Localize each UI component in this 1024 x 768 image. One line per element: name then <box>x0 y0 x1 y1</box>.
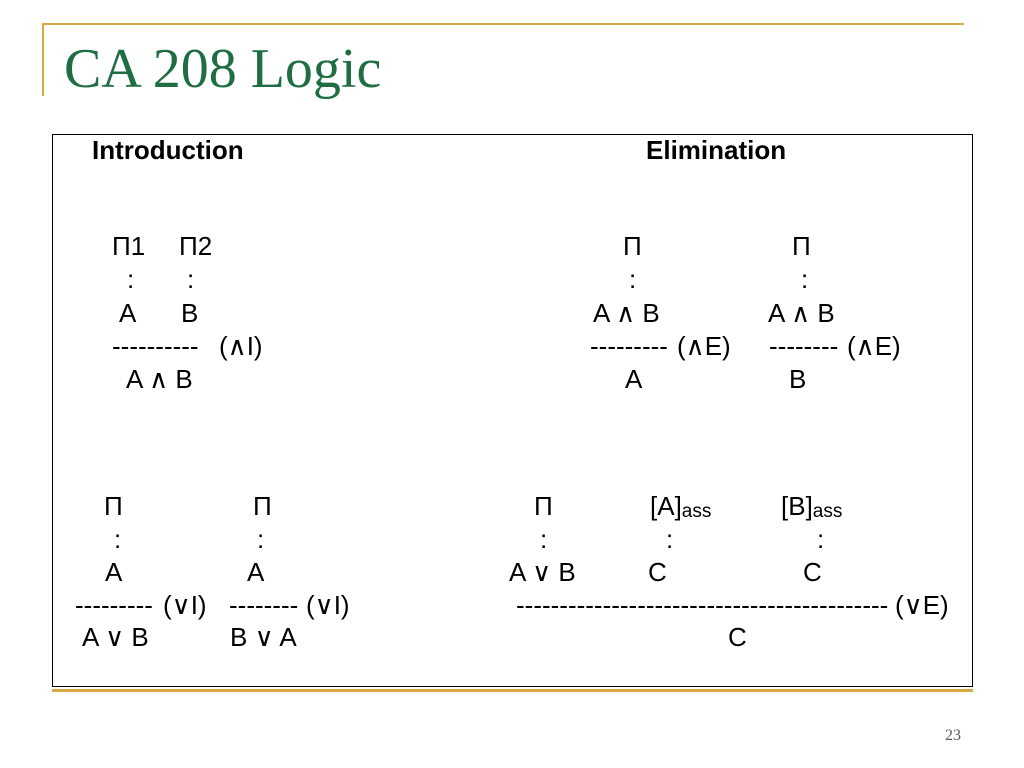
or-intro-1-premise: A <box>105 557 123 587</box>
heading-elimination: Elimination <box>646 135 787 165</box>
heading-introduction: Introduction <box>92 135 244 165</box>
or-elim-rule-label: (∨E) <box>895 590 949 620</box>
and-elim-2-proof: Π <box>792 231 811 261</box>
and-intro-rule-label: (∧I) <box>219 331 263 361</box>
or-intro-2-conclusion: B ∨ A <box>230 622 297 652</box>
or-intro-2-rule-label: (∨I) <box>306 590 350 620</box>
and-elim-1-rule-label: (∧E) <box>677 331 731 361</box>
or-intro-1-dots: : <box>114 524 122 554</box>
bottom-accent-line <box>52 689 973 692</box>
or-intro-1-inference-line: --------- <box>75 590 153 620</box>
and-elim-1-premise: A ∧ B <box>593 298 660 328</box>
left-accent-line <box>42 23 44 96</box>
and-intro-dots-2: : <box>187 264 195 294</box>
or-elim-case-2-dots: : <box>817 524 825 554</box>
or-elim-major-proof: Π <box>534 491 553 521</box>
or-elim-inference-line: ------------------------------------------- <box>516 590 889 620</box>
and-elim-2-dots: : <box>801 264 809 294</box>
or-intro-2-premise: A <box>247 557 265 587</box>
or-intro-1-rule-label: (∨I) <box>163 590 207 620</box>
and-elim-1-proof: Π <box>623 231 642 261</box>
and-elim-1-inference-line: --------- <box>590 331 668 361</box>
or-elim-major-premise: A ∨ B <box>509 557 576 587</box>
or-elim-case-1-dots: : <box>666 524 674 554</box>
and-elim-1-conclusion: A <box>625 364 643 394</box>
or-elim-conclusion: C <box>728 622 747 652</box>
or-intro-2-dots: : <box>257 524 265 554</box>
or-elim-assumption-1-tag: ass <box>681 501 712 522</box>
and-elim-2-conclusion: B <box>789 364 807 394</box>
or-elim-assumption-1 <box>650 491 711 527</box>
or-elim-assumption-1-formula: [A] <box>650 491 682 521</box>
and-intro-inference-line: ---------- <box>112 331 199 361</box>
or-intro-1-proof: Π <box>104 491 123 521</box>
and-elim-2-premise: A ∧ B <box>768 298 835 328</box>
or-intro-2-proof: Π <box>253 491 272 521</box>
or-elim-case-2-result: C <box>803 557 822 587</box>
slide-number: 23 <box>945 727 961 744</box>
and-elim-2-inference-line: -------- <box>769 331 839 361</box>
and-intro-dots-1: : <box>127 264 135 294</box>
and-intro-proof-1: Π1 <box>112 231 146 261</box>
and-elim-1-dots: : <box>629 264 637 294</box>
or-intro-2-inference-line: -------- <box>229 590 299 620</box>
or-elim-assumption-2 <box>781 491 842 527</box>
top-accent-line <box>42 23 964 25</box>
or-elim-case-1-result: C <box>648 557 667 587</box>
and-intro-premise-2: B <box>181 298 199 328</box>
or-elim-assumption-2-tag: ass <box>812 501 843 522</box>
and-intro-conclusion: A ∧ B <box>126 364 193 394</box>
slide-title: CA 208 Logic <box>64 38 382 100</box>
and-intro-premise-1: A <box>119 298 137 328</box>
or-intro-1-conclusion: A ∨ B <box>82 622 149 652</box>
and-intro-proof-2: Π2 <box>179 231 213 261</box>
and-elim-2-rule-label: (∧E) <box>847 331 901 361</box>
or-elim-assumption-2-formula: [B] <box>781 491 813 521</box>
or-elim-major-dots: : <box>540 524 548 554</box>
